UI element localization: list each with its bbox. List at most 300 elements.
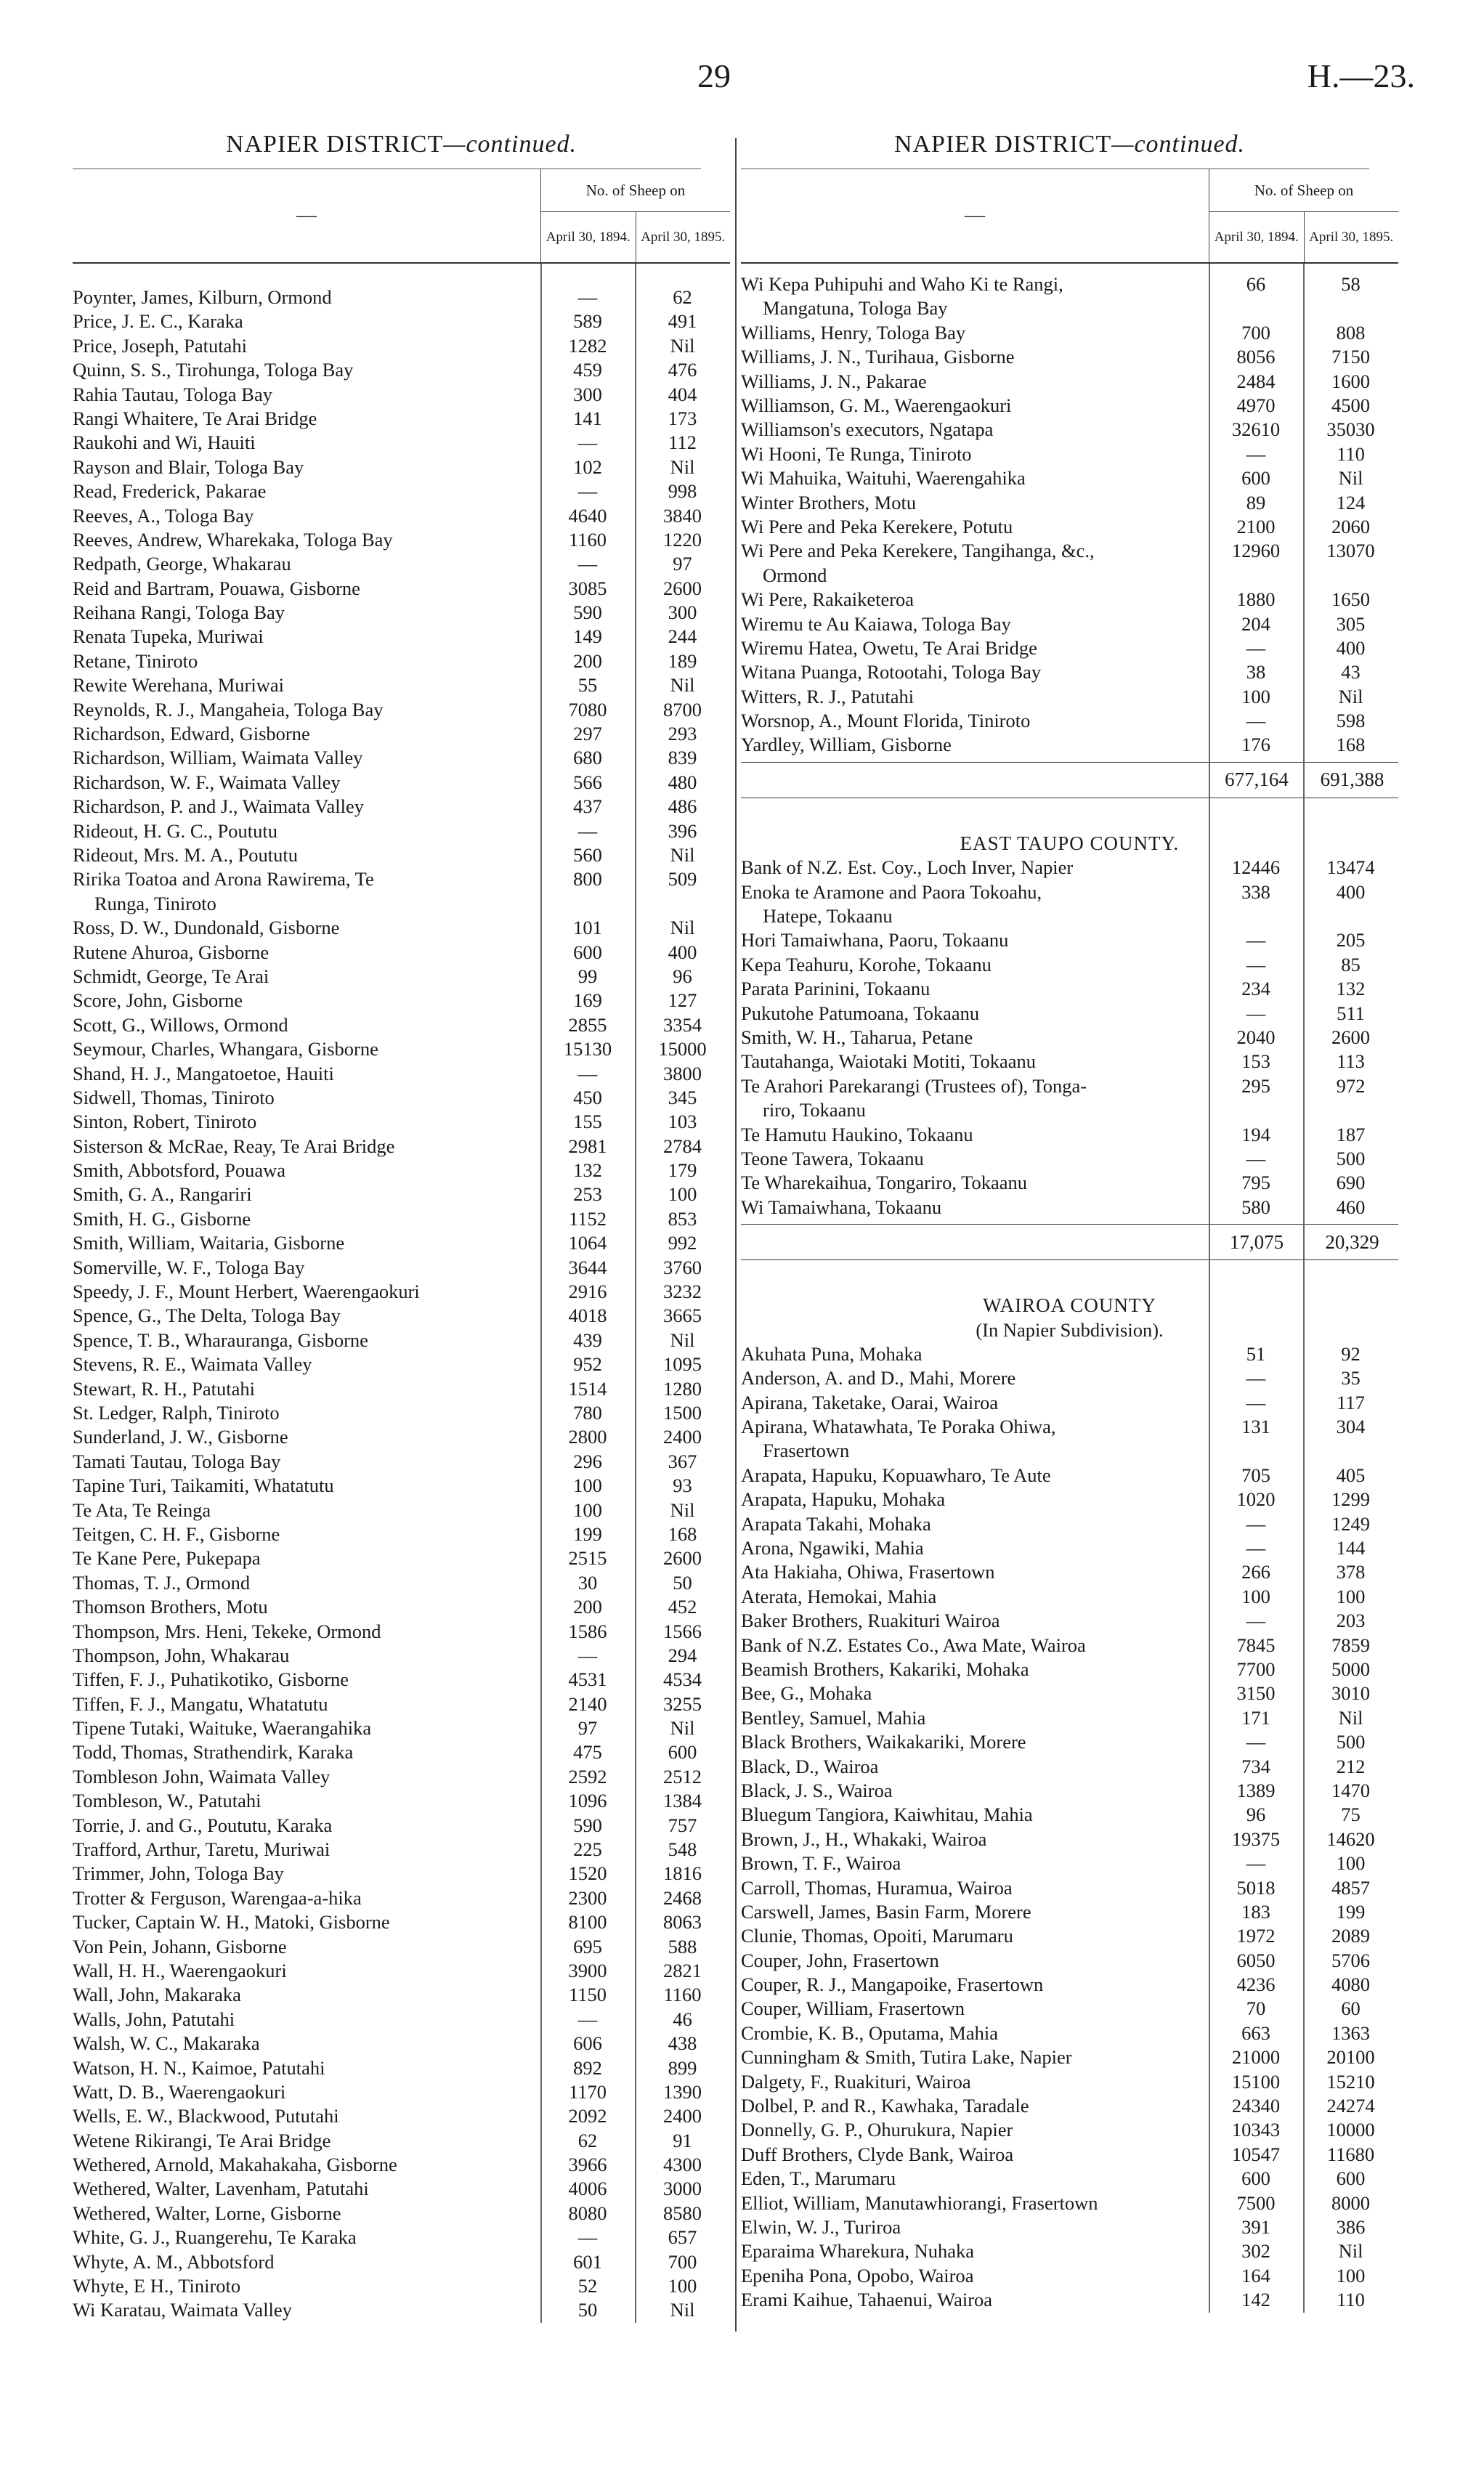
owner-name: Retane, Tiniroto xyxy=(73,649,198,672)
sheep-1895: 113 xyxy=(1337,1050,1365,1073)
table-row xyxy=(741,1827,1398,1851)
table-row xyxy=(741,2215,1398,2239)
sheep-1895: 168 xyxy=(668,1522,697,1545)
right-column xyxy=(741,131,1398,2313)
table-row xyxy=(741,1342,1398,1366)
sheep-1895: 509 xyxy=(668,868,697,890)
sheep-1895: 127 xyxy=(668,989,697,1012)
owner-name: Elliot, William, Manutawhiorangi, Frasertown xyxy=(741,2191,1098,2214)
sheep-1894: 100 xyxy=(573,1474,602,1497)
owner-name: Wi Mahuika, Waituhi, Waerengahika xyxy=(741,467,1026,490)
sheep-1895: 2784 xyxy=(663,1135,702,1157)
sheep-1894: — xyxy=(577,1062,598,1084)
owner-name: Eden, T., Marumaru xyxy=(741,2167,896,2190)
table-row xyxy=(741,1900,1398,1924)
sheep-1894: 155 xyxy=(573,1111,602,1133)
header-1895: April 30, 1895. xyxy=(636,212,731,262)
sheep-1895: 7859 xyxy=(1331,1634,1370,1656)
owner-name: Smith, H. G., Gisborne xyxy=(73,1207,251,1230)
sheep-1895: 1249 xyxy=(1331,1512,1370,1535)
sheep-1895: 85 xyxy=(1341,953,1361,975)
owner-name: Couper, John, Frasertown xyxy=(741,1949,939,1971)
sheep-1895: 1600 xyxy=(1331,370,1370,392)
table-row xyxy=(73,673,730,697)
sheep-1894: 695 xyxy=(573,1935,602,1957)
owner-name: Te Arahori Parekarangi (Trustees of), Tonga- riro, Tokaanu xyxy=(741,1074,1087,1121)
table-row xyxy=(73,1595,730,1619)
sheep-1894: 560 xyxy=(573,843,602,866)
owner-name: Price, Joseph, Patutahi xyxy=(73,334,247,357)
sheep-1895: 3840 xyxy=(663,504,702,527)
right-column-title: NAPIER DISTRICT—continued. xyxy=(893,131,1246,158)
sheep-1895: 100 xyxy=(1336,1585,1366,1607)
owner-name: Tamati Tautau, Tologa Bay xyxy=(73,1450,281,1472)
table-row xyxy=(741,1560,1398,1584)
table-row xyxy=(741,588,1398,612)
table-row xyxy=(73,1886,730,1910)
sheep-1894: 7080 xyxy=(568,698,607,721)
table-row xyxy=(73,1328,730,1352)
sheep-1895: 460 xyxy=(1336,1196,1366,1218)
sheep-1895: 1470 xyxy=(1331,1779,1370,1801)
sheep-1894: 169 xyxy=(573,989,602,1012)
table-row xyxy=(741,2021,1398,2045)
owner-name: Teone Tawera, Tokaanu xyxy=(741,1147,924,1169)
table-row xyxy=(741,539,1398,588)
sheep-1895: 117 xyxy=(1337,1391,1365,1413)
table-row xyxy=(73,1498,730,1522)
sheep-1895: 972 xyxy=(1336,1074,1366,1097)
sheep-1894: 100 xyxy=(573,1498,602,1521)
sheep-1894: 2100 xyxy=(1236,515,1276,537)
owner-name: Reihana Rangi, Tologa Bay xyxy=(73,601,285,624)
owner-name: Read, Frederick, Pakarae xyxy=(73,480,267,503)
sheep-1894: — xyxy=(1246,1512,1266,1535)
owner-name: Carroll, Thomas, Huramua, Wairoa xyxy=(741,1876,1013,1899)
sheep-1894: 7845 xyxy=(1236,1634,1276,1656)
sheep-1895: 511 xyxy=(1337,1002,1365,1024)
sheep-1895: 244 xyxy=(668,625,697,648)
left-column xyxy=(73,131,730,2323)
sheep-1895: 1220 xyxy=(663,528,702,551)
owner-name: Schmidt, George, Te Arai xyxy=(73,965,269,987)
sheep-1894: 66 xyxy=(1246,273,1266,295)
table-row xyxy=(73,1474,730,1498)
sheep-1895: 8700 xyxy=(663,698,702,721)
owner-name: Rideout, H. G. C., Poututu xyxy=(73,819,277,842)
sheep-1894: 3966 xyxy=(568,2154,607,2176)
table-row xyxy=(741,1658,1398,1681)
owner-name: Smith, William, Waitaria, Gisborne xyxy=(73,1232,345,1254)
sheep-1894: 589 xyxy=(573,310,602,333)
table-row xyxy=(741,1415,1398,1464)
owner-name: Akuhata Puna, Mohaka xyxy=(741,1342,923,1365)
sheep-1895: 486 xyxy=(668,795,697,818)
table-row xyxy=(741,2288,1398,2312)
sheep-1894: 204 xyxy=(1241,612,1270,635)
owner-name: Walls, John, Patutahi xyxy=(73,2008,235,2030)
sheep-1894: 439 xyxy=(573,1328,602,1351)
sheep-1895: 103 xyxy=(668,1111,697,1133)
table-row xyxy=(741,1464,1398,1488)
owner-name: Williamson, G. M., Waerengaokuri xyxy=(741,394,1012,416)
table-row xyxy=(741,685,1398,709)
sheep-1894: 4018 xyxy=(568,1305,607,1327)
owner-name: Whyte, A. M., Abbotsford xyxy=(73,2250,275,2273)
sheep-1894: 199 xyxy=(573,1522,602,1545)
owner-name: Tombleson, W., Patutahi xyxy=(73,1790,261,1812)
owner-name: Yardley, William, Gisborne xyxy=(741,734,952,756)
owner-name: Wethered, Walter, Lavenham, Patutahi xyxy=(73,2178,369,2200)
sheep-1895: Nil xyxy=(670,455,695,478)
owner-name: Wall, John, Makaraka xyxy=(73,1984,241,2006)
owner-name: Dolbel, P. and R., Kawhaka, Taradale xyxy=(741,2095,1029,2117)
owner-name: Arapata, Hapuku, Mohaka xyxy=(741,1488,946,1511)
owner-name: Wethered, Arnold, Makahakaha, Gisborne xyxy=(73,2154,397,2176)
sheep-1895: 600 xyxy=(668,1741,697,1764)
owner-name: Dalgety, F., Ruakituri, Wairoa xyxy=(741,2070,971,2093)
sheep-1895: 179 xyxy=(668,1159,697,1182)
sheep-1894: 734 xyxy=(1241,1755,1270,1777)
sheep-1895: Nil xyxy=(1338,685,1363,707)
sheep-1894: 1514 xyxy=(568,1377,607,1400)
owner-name: Epeniha Pona, Opobo, Wairoa xyxy=(741,2264,974,2287)
owner-name: Rideout, Mrs. M. A., Poututu xyxy=(73,843,298,866)
sheep-1895: 300 xyxy=(668,601,697,624)
sheep-1894: 2140 xyxy=(568,1692,607,1715)
east-taupo-total xyxy=(741,1224,1398,1260)
sheep-1895: 15000 xyxy=(658,1038,707,1060)
sheep-1894: 1150 xyxy=(568,1984,607,2006)
owner-name: Richardson, P. and J., Waimata Valley xyxy=(73,795,364,818)
sheep-1894: 4640 xyxy=(568,504,607,527)
owner-name: Brown, T. F., Wairoa xyxy=(741,1852,901,1875)
sheep-1894: 62 xyxy=(577,2129,598,2151)
sheep-1895: 100 xyxy=(668,1183,697,1206)
sheep-1894: 300 xyxy=(573,383,602,405)
sheep-1894: — xyxy=(1246,1731,1266,1753)
sheep-1895: 405 xyxy=(1336,1464,1366,1486)
owner-name: Richardson, W. F., Waimata Valley xyxy=(73,771,341,793)
table-row xyxy=(73,1668,730,1692)
sheep-1894: 606 xyxy=(573,2032,602,2055)
napier-district-total xyxy=(741,762,1398,798)
owner-name: Bank of N.Z. Estates Co., Awa Mate, Wairoa xyxy=(741,1634,1086,1656)
sheep-1894: 1972 xyxy=(1236,1925,1276,1947)
sheep-1894: 1520 xyxy=(568,1862,607,1885)
sheep-1895: 4300 xyxy=(663,2154,702,2176)
table-row xyxy=(73,771,730,795)
header-1894: April 30, 1894. xyxy=(546,229,631,245)
table-row xyxy=(741,442,1398,466)
sheep-1894: 700 xyxy=(1241,321,1270,344)
sheep-1894: 96 xyxy=(1246,1804,1266,1826)
sheep-1894: 30 xyxy=(577,1571,598,1594)
sheep-1894: 7500 xyxy=(1236,2191,1276,2214)
sheep-1895: 8063 xyxy=(663,1911,702,1934)
sheep-1894: 8100 xyxy=(568,1911,607,1934)
sheep-1895: 1363 xyxy=(1331,2021,1370,2044)
right-table-header xyxy=(741,169,1398,264)
owner-name: Rayson and Blair, Tologa Bay xyxy=(73,455,304,478)
sheep-1895: 20100 xyxy=(1326,2046,1375,2069)
sheep-1894: — xyxy=(577,2008,598,2030)
sheep-1894: 24340 xyxy=(1231,2095,1281,2117)
sheep-1894: 1064 xyxy=(568,1232,607,1254)
owner-name: Raukohi and Wi, Hauiti xyxy=(73,431,256,454)
sheep-1894: 97 xyxy=(577,1717,598,1740)
table-row xyxy=(741,1876,1398,1900)
owner-name: Apirana, Whatawhata, Te Poraka Ohiwa, Frasertown xyxy=(741,1416,1056,1462)
sheep-1895: 404 xyxy=(668,383,697,405)
left-column-title: NAPIER DISTRICT—continued. xyxy=(225,131,577,158)
sheep-1895: 24274 xyxy=(1326,2095,1375,2117)
table-row xyxy=(73,1644,730,1668)
table-row xyxy=(73,1522,730,1546)
sheep-1894: 590 xyxy=(573,601,602,624)
table-row xyxy=(73,649,730,673)
sheep-1894: 164 xyxy=(1241,2264,1270,2287)
owner-name: Richardson, William, Waimata Valley xyxy=(73,747,363,769)
sheep-1894: 50 xyxy=(577,2299,598,2321)
sheep-1894: 12446 xyxy=(1231,856,1281,879)
owner-name: Pukutohe Patumoana, Tokaanu xyxy=(741,1002,980,1024)
owner-name: Stevens, R. E., Waimata Valley xyxy=(73,1353,312,1376)
owner-name: Teitgen, C. H. F., Gisborne xyxy=(73,1522,280,1545)
sheep-1895: 1816 xyxy=(663,1862,702,1885)
owner-name: Williams, Henry, Tologa Bay xyxy=(741,321,966,344)
owner-name: Tiffen, F. J., Puhatikotiko, Gisborne xyxy=(73,1668,349,1691)
owner-name: Richardson, Edward, Gisborne xyxy=(73,723,310,745)
sheep-1895: 588 xyxy=(668,1935,697,1957)
table-row xyxy=(741,394,1398,418)
owner-name: Te Ata, Te Reinga xyxy=(73,1498,211,1521)
sheep-1895: 10000 xyxy=(1326,2119,1375,2141)
table-row xyxy=(741,1949,1398,1973)
sheep-1894: 2300 xyxy=(568,1886,607,1909)
table-row xyxy=(73,1231,730,1255)
sheep-1895: 35 xyxy=(1341,1367,1361,1389)
sheep-1894: 225 xyxy=(573,1838,602,1861)
owner-name: Sinton, Robert, Tiniroto xyxy=(73,1111,257,1133)
table-row xyxy=(73,2153,730,2177)
sheep-1894: 3085 xyxy=(568,577,607,599)
total-1895: 691,388 xyxy=(1304,768,1400,791)
sheep-1895: 15210 xyxy=(1326,2070,1375,2093)
table-row xyxy=(741,1634,1398,1658)
owner-name: Ross, D. W., Dundonald, Gisborne xyxy=(73,917,340,939)
sheep-count-header: No. of Sheep on xyxy=(541,169,730,212)
table-row xyxy=(73,746,730,770)
owner-name: Thomas, T. J., Ormond xyxy=(73,1571,251,1594)
sheep-1894: 12960 xyxy=(1231,540,1281,562)
table-row xyxy=(741,1196,1398,1220)
owner-name: Reynolds, R. J., Mangaheia, Tologa Bay xyxy=(73,698,384,721)
sheep-1895: 500 xyxy=(1336,1731,1366,1753)
table-row xyxy=(741,1026,1398,1050)
table-row xyxy=(73,1377,730,1401)
sheep-1895: Nil xyxy=(670,843,695,866)
table-row xyxy=(73,1546,730,1570)
owner-name: Rutene Ahuroa, Gisborne xyxy=(73,941,269,963)
table-row xyxy=(73,1862,730,1886)
sheep-1895: Nil xyxy=(670,1717,695,1740)
table-row xyxy=(73,2274,730,2298)
owner-name: Von Pein, Johann, Gisborne xyxy=(73,1935,287,1957)
table-row xyxy=(73,334,730,358)
sheep-1895: 2600 xyxy=(663,577,702,599)
owner-name: Witters, R. J., Patutahi xyxy=(741,685,915,707)
owner-name: Elwin, W. J., Turiroa xyxy=(741,2215,901,2238)
sheep-1894: 1020 xyxy=(1236,1488,1276,1511)
table-row xyxy=(741,1803,1398,1827)
wairoa-heading: WAIROA COUNTY xyxy=(983,1294,1156,1317)
table-row xyxy=(73,358,730,382)
sheep-1895: 294 xyxy=(668,1644,697,1666)
table-row xyxy=(741,1002,1398,1026)
sheep-1895: 2089 xyxy=(1331,1925,1370,1947)
sheep-1895: 400 xyxy=(1336,636,1366,659)
sheep-1894: 132 xyxy=(573,1159,602,1182)
table-row xyxy=(73,1135,730,1159)
table-row xyxy=(73,1692,730,1716)
owner-name: Couper, William, Frasertown xyxy=(741,1997,965,2020)
total-1895: 20,329 xyxy=(1304,1231,1400,1254)
sheep-1895: 452 xyxy=(668,1596,697,1618)
owner-name: Trimmer, John, Tologa Bay xyxy=(73,1862,284,1885)
owner-name: Couper, R. J., Mangapoike, Frasertown xyxy=(741,1973,1044,1996)
table-row xyxy=(741,1391,1398,1415)
sheep-1895: 3000 xyxy=(663,2178,702,2200)
sheep-1894: 4531 xyxy=(568,1668,607,1691)
sheep-1894: 8080 xyxy=(568,2202,607,2224)
owner-name: Cunningham & Smith, Tutira Lake, Napier xyxy=(741,2046,1072,2069)
sheep-1894: 99 xyxy=(577,965,598,987)
owner-name: Arapata, Hapuku, Kopuawharo, Te Aute xyxy=(741,1464,1051,1486)
sheep-1895: 3760 xyxy=(663,1256,702,1278)
sheep-1895: 132 xyxy=(1336,978,1366,1000)
owner-name: Wi Pere, Rakaiketeroa xyxy=(741,588,915,611)
owner-name: Black, D., Wairoa xyxy=(741,1755,879,1777)
sheep-1894: 566 xyxy=(573,771,602,793)
table-row xyxy=(73,2056,730,2080)
sheep-1895: Nil xyxy=(1338,1706,1363,1729)
wairoa-subheading: (In Napier Subdivision). xyxy=(976,1318,1164,1341)
sheep-1894: 200 xyxy=(573,649,602,672)
right-table-body xyxy=(741,264,1398,2313)
owner-name: Smith, Abbotsford, Pouawa xyxy=(73,1159,285,1182)
sheep-1895: 1650 xyxy=(1331,588,1370,611)
sheep-1894: 15100 xyxy=(1231,2070,1281,2093)
sheep-1894: 1152 xyxy=(568,1207,607,1230)
owner-name: Witana Puanga, Rotootahi, Tologa Bay xyxy=(741,661,1042,683)
table-row xyxy=(73,431,730,455)
sheep-1894: 171 xyxy=(1241,1706,1270,1729)
sheep-1894: 89 xyxy=(1246,491,1266,514)
sheep-1894: — xyxy=(577,431,598,454)
owner-name: Sunderland, J. W., Gisborne xyxy=(73,1426,288,1448)
owner-name: Ririka Toatoa and Arona Rawirema, Te Runga, Tiniroto xyxy=(73,868,374,914)
owner-name: Tiffen, F. J., Mangatu, Whatatutu xyxy=(73,1692,328,1715)
column-divider xyxy=(735,138,737,2332)
sheep-1895: 438 xyxy=(668,2032,697,2055)
sheep-1895: 2600 xyxy=(1331,1026,1370,1048)
table-row xyxy=(73,1304,730,1328)
sheep-1895: 2400 xyxy=(663,2105,702,2127)
sheep-1894: 800 xyxy=(573,868,602,890)
table-row xyxy=(741,1147,1398,1171)
table-row xyxy=(741,660,1398,684)
sheep-1895: 992 xyxy=(668,1232,697,1254)
owner-name: Wiremu Hatea, Owetu, Te Arai Bridge xyxy=(741,636,1037,659)
sheep-1894: — xyxy=(1246,442,1266,465)
owner-name: Thompson, Mrs. Heni, Tekeke, Ormond xyxy=(73,1620,381,1642)
sheep-1894: — xyxy=(577,819,598,842)
table-row xyxy=(73,2008,730,2032)
owner-name: Watson, H. N., Kaimoe, Patutahi xyxy=(73,2056,325,2079)
sheep-1894: 100 xyxy=(1241,685,1270,707)
owner-name: Te Hamutu Haukino, Tokaanu xyxy=(741,1123,973,1145)
sheep-1894: 2981 xyxy=(568,1135,607,1157)
table-row xyxy=(741,1074,1398,1123)
sheep-1895: 1095 xyxy=(663,1353,702,1376)
table-row xyxy=(741,733,1398,757)
owner-name: Donnelly, G. P., Ohurukura, Napier xyxy=(741,2119,1013,2141)
sheep-1895: 1566 xyxy=(663,1620,702,1642)
sheep-1894: 2916 xyxy=(568,1281,607,1303)
owner-name: Black Brothers, Waikakariki, Morere xyxy=(741,1731,1026,1753)
sheep-1894: 253 xyxy=(573,1183,602,1206)
sheep-1894: 4236 xyxy=(1236,1973,1276,1996)
sheep-1894: — xyxy=(1246,1537,1266,1559)
sheep-1894: 601 xyxy=(573,2250,602,2273)
sheep-1894: 2484 xyxy=(1236,370,1276,392)
owner-name: Worsnop, A., Mount Florida, Tiniroto xyxy=(741,710,1031,732)
owner-name: Rahia Tautau, Tologa Bay xyxy=(73,383,272,405)
sheep-1894: 176 xyxy=(1241,734,1270,756)
owner-name: Apirana, Taketake, Oarai, Wairoa xyxy=(741,1391,999,1413)
owner-name: Crombie, K. B., Oputama, Mahia xyxy=(741,2021,999,2044)
owner-name: Smith, W. H., Taharua, Petane xyxy=(741,1026,973,1048)
owner-name: Reeves, A., Tologa Bay xyxy=(73,504,254,527)
owner-name: Wi Karatau, Waimata Valley xyxy=(73,2299,292,2321)
owner-name: Todd, Thomas, Strathendirk, Karaka xyxy=(73,1741,354,1764)
table-row xyxy=(741,1681,1398,1705)
sheep-1894: 21000 xyxy=(1231,2046,1281,2069)
table-row xyxy=(73,528,730,552)
owner-name: Williamson's executors, Ngatapa xyxy=(741,418,994,441)
owner-name: Aterata, Hemokai, Mahia xyxy=(741,1585,937,1607)
sheep-1895: 173 xyxy=(668,407,697,429)
sheep-1894: 450 xyxy=(573,1086,602,1108)
table-row xyxy=(73,309,730,333)
sheep-1895: 168 xyxy=(1336,734,1366,756)
sheep-1894: 2800 xyxy=(568,1426,607,1448)
owner-name: Williams, J. N., Pakarae xyxy=(741,370,927,392)
sheep-1894: — xyxy=(577,286,598,308)
sheep-1895: 2512 xyxy=(663,1765,702,1788)
sheep-1895: 4534 xyxy=(663,1668,702,1691)
table-row xyxy=(741,2094,1398,2118)
table-row xyxy=(741,1123,1398,1147)
sheep-1894: 183 xyxy=(1241,1900,1270,1923)
sheep-1894: 1170 xyxy=(568,2080,607,2103)
owner-name: Te Wharekaihua, Tongariro, Tokaanu xyxy=(741,1172,1028,1194)
owner-name: Shand, H. J., Mangatoetoe, Hauiti xyxy=(73,1062,334,1084)
owner-name: Eparaima Wharekura, Nuhaka xyxy=(741,2240,975,2263)
owner-name: Poynter, James, Kilburn, Ormond xyxy=(73,286,332,308)
sheep-1894: 2040 xyxy=(1236,1026,1276,1048)
